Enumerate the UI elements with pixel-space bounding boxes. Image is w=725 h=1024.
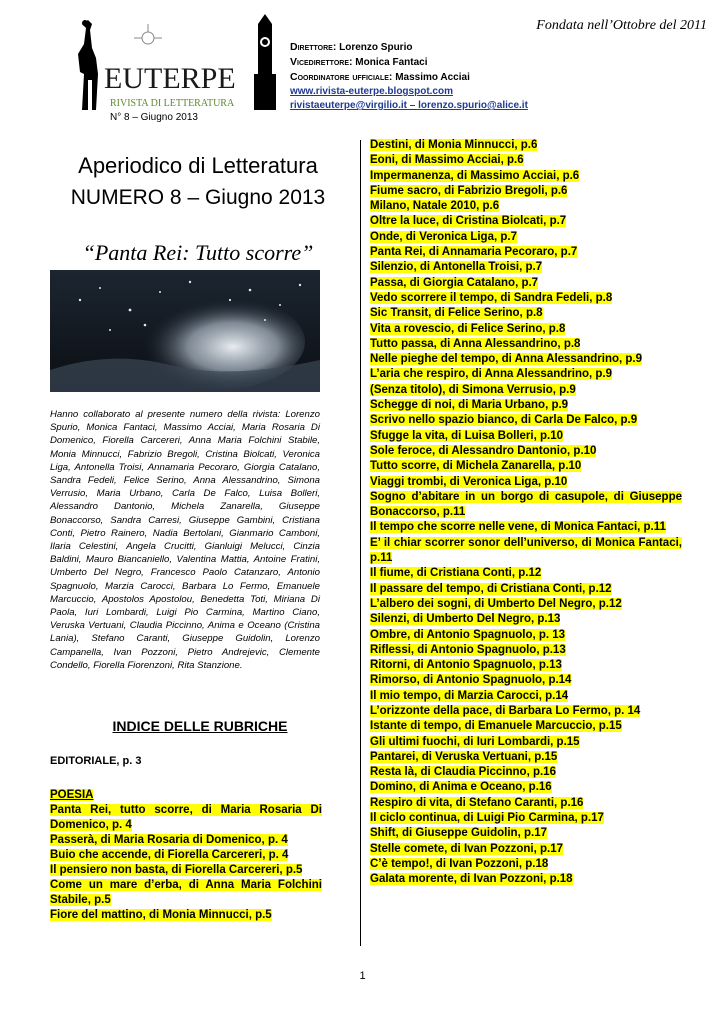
founded-date: Fondata nell’Ottobre del 2011 [536, 18, 707, 33]
list-item: Il passare del tempo, di Cristiana Conti, p.12 [370, 582, 612, 595]
staff-vicedirector: Vicedirettore: Monica Fantaci [290, 56, 428, 68]
list-item: Pantarei, di Veruska Vertuani, p.15 [370, 750, 558, 763]
logo-subtext: RIVISTA DI LETTERATURA [110, 98, 235, 109]
list-item: Sic Transit, di Felice Serino, p.8 [370, 307, 543, 320]
list-item: Vedo scorrere il tempo, di Sandra Fedeli, p.8 [370, 291, 613, 304]
list-item: Destini, di Monia Minnucci, p.6 [370, 139, 538, 151]
list-item: L’aria che respiro, di Anna Alessandrino, p.9 [370, 368, 612, 381]
list-item: C’è tempo!, di Ivan Pozzoni, p.18 [370, 857, 549, 870]
list-item: Il tempo che scorre nelle vene, di Monica Fantaci, p.11 [370, 521, 666, 534]
list-item: Panta Rei, di Annamaria Pecoraro, p.7 [370, 246, 578, 259]
list-item: Resta là, di Claudia Piccinno, p.16 [370, 766, 556, 779]
list-item: Silenzio, di Antonella Troisi, p.7 [370, 261, 543, 274]
list-item: Ritorni, di Antonio Spagnuolo, p.13 [370, 659, 562, 672]
list-item: Il fiume, di Cristiana Conti, p.12 [370, 567, 542, 580]
list-item: E’ il chiar scorrer sonor dell’universo, di Monica Fantaci, p.11 [370, 536, 682, 565]
list-item: Istante di tempo, di Emanuele Marcuccio, p.15 [370, 720, 622, 733]
list-item: Rimorso, di Antonio Spagnuolo, p.14 [370, 674, 572, 687]
list-item: Viaggi trombi, di Veronica Liga, p.10 [370, 475, 568, 488]
list-item: Galata morente, di Ivan Pozzoni, p.18 [370, 873, 573, 886]
list-item: Vita a rovescio, di Felice Serino, p.8 [370, 322, 566, 335]
staff-director: Direttore: Lorenzo Spurio [290, 41, 413, 53]
list-item: Come un mare d’erba, di Anna Maria Folchini Stabile, p.5 [50, 879, 322, 906]
title-line-2: NUMERO 8 – Giugno 2013 [70, 186, 326, 209]
list-item: Passa, di Giorgia Catalano, p.7 [370, 276, 539, 289]
list-item: Eoni, di Massimo Acciai, p.6 [370, 154, 524, 167]
list-item: Passerà, di Maria Rosaria di Domenico, p. 4 [50, 834, 288, 846]
list-item: Il pensiero non basta, di Fiorella Carcereri, p.5 [50, 864, 303, 876]
collaborators-text: Hanno collaborato al presente numero della rivista: Lorenzo Spurio, Monica Fantaci, Massimo Acciai, Maria Rosaria Di Domenico, Fiorella Carcereri, Anna Maria Folchini Stabile, Monia Minnucci, Fabrizio Bregoli, Cristina Biolcati, Veronica Liga, Antonella Troisi, Annamaria Pecoraro, Giorgia Catalano, Sandra Fedeli, Felice Serino, Anna Alessandrino, Simona Verrusio, Maria Urbano, Carla De Falco, Luisa Bolleri, Alessandro Dantonio, Michela Zanarella, Giuseppe Bonaccorso, Sandra Carresi, Giuseppe Gambini, Cristiana Conti, Pietro Rainero, Nadia Bertolani, Gianmario Camboni, Ilaria Celestini, Angela Crucitti, Gianluigi Melucci, Cinzia Baldini, Mauro Biancaniello, Valentina Mattia, Antoine Fratini, Umberto Del Negro, Francesco Paolo Catanzaro, Antonio Spagnuolo, Marzia Carocci, Barbara Lo Fermo, Emanuele Marcuccio, Apostolos Apostolou, Benedetta Toti, Miriana Di Paola, Iuri Lombardi, Luigi Pio Carmina, Martino Ciano, Veruska Vertuani, Claudia Piccinno, Anima e Oceano (Cristina Lania), Stefano Caranti, Giuseppe Guidolin, Lorenzo Campanella, Ivan Pozzoni, Pietro Andrejevic, Clemente Condello, Fiorella Fiorenzoni, Rita Stanzione. [50, 409, 320, 671]
list-item: Sogno d’abitare in un borgo di casupole, di Giuseppe Bonaccorso, p.11 [370, 490, 682, 519]
page-title [48, 150, 348, 214]
list-item: Riflessi, di Antonio Spagnuolo, p.13 [370, 643, 566, 656]
list-item: Panta Rei, tutto scorre, di Maria Rosaria Di Domenico, p. 4 [50, 804, 322, 831]
list-item: Sole feroce, di Alessandro Dantonio, p.10 [370, 444, 597, 457]
logo-text: EUTERPE [104, 62, 236, 95]
email-links[interactable]: rivistaeuterpe@virgilio.it – lorenzo.spurio@alice.it [290, 100, 528, 111]
list-item: Il mio tempo, di Marzia Carocci, p.14 [370, 689, 569, 702]
list-item: Gli ultimi fuochi, di Iuri Lombardi, p.15 [370, 735, 580, 748]
list-item: Buio che accende, di Fiorella Carcereri, p. 4 [50, 849, 289, 861]
water-splash-photo [50, 270, 320, 392]
list-item: Scrivo nello spazio bianco, di Carla De Falco, p.9 [370, 414, 638, 427]
title-line-1: Aperiodico di Letteratura [78, 153, 318, 178]
list-item: Onde, di Veronica Liga, p.7 [370, 230, 517, 243]
list-item: Schegge di noi, di Maria Urbano, p.9 [370, 399, 569, 412]
list-item: Nelle pieghe del tempo, di Anna Alessandrino, p.9 [370, 353, 643, 366]
list-item: Ombre, di Antonio Spagnuolo, p. 13 [370, 628, 566, 641]
list-item: Fiume sacro, di Fabrizio Bregoli, p.6 [370, 184, 568, 197]
list-item: Tutto passa, di Anna Alessandrino, p.8 [370, 337, 581, 350]
poetry-heading: POESIA [50, 789, 94, 801]
list-item: L’albero dei sogni, di Umberto Del Negro, p.12 [370, 597, 622, 610]
list-item: Shift, di Giuseppe Guidolin, p.17 [370, 827, 547, 840]
list-item: Tutto scorre, di Michela Zanarella, p.10 [370, 460, 582, 473]
issue-theme: “Panta Rei: Tutto scorre” [82, 240, 314, 265]
euterpe-logo [62, 14, 284, 118]
website-link[interactable]: www.rivista-euterpe.blogspot.com [290, 86, 453, 97]
column-divider [360, 140, 361, 946]
list-item: Oltre la luce, di Cristina Biolcati, p.7 [370, 215, 567, 228]
list-item: Impermanenza, di Massimo Acciai, p.6 [370, 169, 580, 182]
page-number: 1 [359, 970, 366, 982]
list-item: Domino, di Anima e Oceano, p.16 [370, 781, 552, 794]
editoriale-entry: EDITORIALE, p. 3 [50, 755, 142, 767]
list-item: Silenzi, di Umberto Del Negro, p.13 [370, 613, 561, 626]
list-item: Respiro di vita, di Stefano Caranti, p.16 [370, 796, 584, 809]
index-title: INDICE DELLE RUBRICHE [112, 718, 288, 734]
list-item: (Senza titolo), di Simona Verrusio, p.9 [370, 383, 576, 396]
list-item: Sfugge la vita, di Luisa Bolleri, p.10 [370, 429, 563, 442]
issue-number: N° 8 – Giugno 2013 [110, 112, 198, 123]
list-item: Stelle comete, di Ivan Pozzoni, p.17 [370, 842, 563, 855]
list-item: L’orizzonte della pace, di Barbara Lo Fermo, p. 14 [370, 704, 641, 717]
staff-block [290, 40, 528, 113]
poetry-index-left [50, 788, 322, 923]
staff-coordinator: Coordinatore ufficiale: Massimo Acciai [290, 71, 470, 83]
list-item: Fiore del mattino, di Monia Minnucci, p.5 [50, 909, 272, 921]
poetry-index-right [370, 138, 682, 888]
list-item: Il ciclo continua, di Luigi Pio Carmina, p.17 [370, 812, 604, 825]
list-item: Milano, Natale 2010, p.6 [370, 200, 500, 213]
